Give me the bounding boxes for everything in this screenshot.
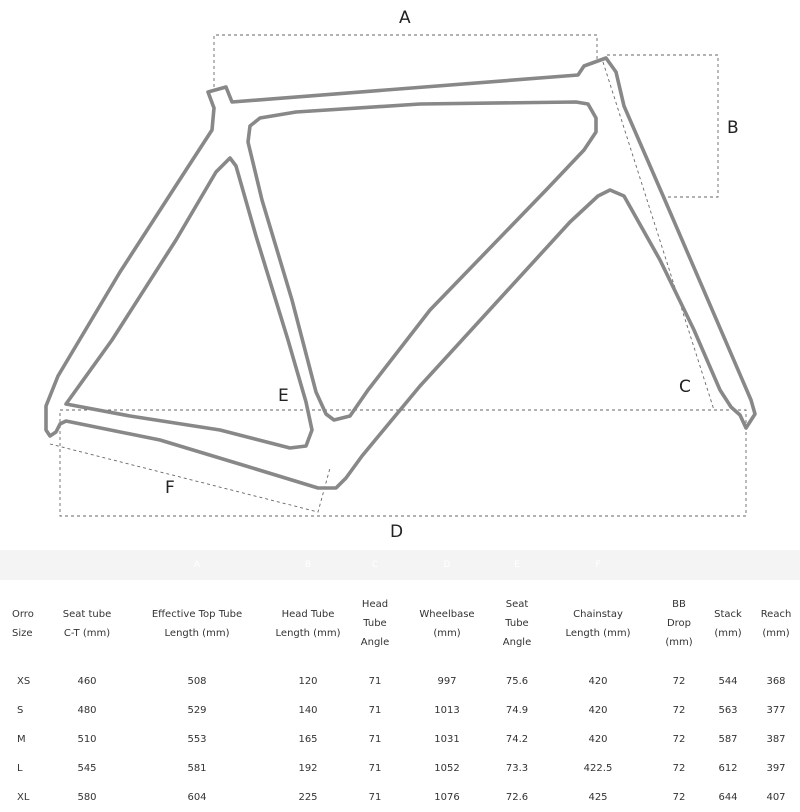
- size-cell: XS: [17, 676, 31, 687]
- front-triangle-inner: [248, 102, 596, 420]
- label-b: B: [727, 118, 739, 138]
- table-cell: 192: [298, 763, 318, 774]
- column-header-line: Tube: [363, 618, 387, 629]
- table-cell: 1031: [434, 734, 460, 745]
- column-header: [492, 580, 542, 667]
- label-a: A: [399, 8, 411, 28]
- dimension-letter-cell: B: [268, 550, 348, 580]
- table-cell: 508: [187, 676, 207, 687]
- column-header: [752, 580, 800, 667]
- table-cell: 397: [766, 763, 786, 774]
- bike-frame: [46, 58, 755, 488]
- dimension-labels: [165, 8, 739, 542]
- column-header-line: Reach: [760, 608, 792, 620]
- column-header-line: Orro: [12, 608, 34, 620]
- table-row: [0, 783, 800, 812]
- column-header-line: Effective Top Tube: [151, 608, 243, 620]
- table-cell: 71: [368, 792, 382, 803]
- dimension-letter-cell: A: [126, 550, 268, 580]
- table-cell: 120: [298, 676, 318, 687]
- table-cell: 563: [718, 705, 738, 716]
- table-cell: 1052: [434, 763, 460, 774]
- table-cell: 165: [298, 734, 318, 745]
- table-cell: 581: [187, 763, 207, 774]
- column-header-line: BB: [672, 599, 686, 610]
- dimension-letter-cell: E: [492, 550, 542, 580]
- column-header: [654, 580, 704, 667]
- column-header: [48, 580, 126, 667]
- column-header: [542, 580, 654, 667]
- dimension-letter-cell: C: [348, 550, 402, 580]
- table-cell: 422.5: [583, 763, 613, 774]
- table-cell: 1013: [434, 705, 460, 716]
- column-header-line: (mm): [433, 627, 461, 639]
- label-c: C: [679, 377, 691, 397]
- column-header-line: Seat: [505, 599, 529, 610]
- table-cell: 587: [718, 734, 738, 745]
- table-cell: 545: [77, 763, 97, 774]
- label-e: E: [278, 386, 289, 406]
- column-header-line: Length (mm): [565, 627, 631, 639]
- dimension-letter-cell: D: [402, 550, 492, 580]
- column-header: [0, 580, 48, 667]
- table-cell: 425: [588, 792, 608, 803]
- table-row: [0, 667, 800, 696]
- table-cell: 387: [766, 734, 786, 745]
- table-cell: 368: [766, 676, 786, 687]
- table-cell: 71: [368, 763, 382, 774]
- table-cell: 420: [588, 734, 608, 745]
- table-cell: 377: [766, 705, 786, 716]
- table-cell: 420: [588, 676, 608, 687]
- column-header-line: Length (mm): [164, 627, 230, 639]
- table-cell: 72: [672, 763, 686, 774]
- size-cell: XL: [17, 792, 30, 803]
- size-cell: L: [17, 763, 23, 774]
- dimension-c-line: [603, 62, 714, 410]
- table-cell: 72: [672, 705, 686, 716]
- column-header-line: Length (mm): [275, 627, 341, 639]
- geometry-table: [0, 550, 800, 812]
- column-header-line: Chainstay: [573, 608, 623, 620]
- table-row: [0, 696, 800, 725]
- column-header-line: (mm): [714, 627, 742, 639]
- dimension-letter-cell: [704, 550, 752, 580]
- table-cell: 225: [298, 792, 318, 803]
- dimension-letter-cell: [654, 550, 704, 580]
- table-cell: 71: [368, 676, 382, 687]
- table-body: [0, 667, 800, 812]
- table-cell: 644: [718, 792, 738, 803]
- column-header-line: (mm): [762, 627, 790, 639]
- table-cell: 553: [187, 734, 207, 745]
- label-d: D: [390, 522, 404, 542]
- table-cell: 72: [672, 676, 686, 687]
- table-cell: 544: [718, 676, 738, 687]
- table-cell: 460: [77, 676, 97, 687]
- column-header-line: Angle: [502, 637, 532, 648]
- table-cell: 72: [672, 734, 686, 745]
- table-cell: 72: [672, 792, 686, 803]
- column-header-line: C-T (mm): [63, 627, 111, 639]
- size-cell: M: [17, 734, 26, 745]
- table-cell: 71: [368, 705, 382, 716]
- dimension-d-line: [60, 410, 746, 516]
- dimension-letter-cell: [752, 550, 800, 580]
- column-header-line: Wheelbase: [419, 608, 475, 620]
- column-header-line: Size: [12, 627, 33, 639]
- label-f: F: [165, 478, 175, 498]
- column-header-line: Tube: [505, 618, 529, 629]
- column-header-line: Drop: [666, 618, 692, 629]
- column-header: [268, 580, 348, 667]
- table-cell: 612: [718, 763, 738, 774]
- column-header-line: Head Tube: [281, 608, 335, 620]
- column-header: [704, 580, 752, 667]
- table-cell: 420: [588, 705, 608, 716]
- table-cell: 71: [368, 734, 382, 745]
- size-cell: S: [17, 705, 24, 716]
- table-cell: 74.9: [505, 705, 529, 716]
- table-cell: 75.6: [505, 676, 529, 687]
- table-cell: 1076: [434, 792, 460, 803]
- frame-outer-outline: [46, 58, 755, 488]
- dimension-letter-cell: [48, 550, 126, 580]
- column-header-line: Angle: [360, 637, 390, 648]
- table-cell: 480: [77, 705, 97, 716]
- column-header: [126, 580, 268, 667]
- column-header-line: Stack: [714, 608, 742, 620]
- column-header-line: (mm): [665, 637, 693, 648]
- table-cell: 580: [77, 792, 97, 803]
- table-row: [0, 725, 800, 754]
- column-header-line: Head: [361, 599, 389, 610]
- column-header-line: Seat tube: [62, 608, 112, 620]
- table-cell: 72.6: [505, 792, 529, 803]
- dimension-letter-cell: [0, 550, 48, 580]
- table-cell: 604: [187, 792, 207, 803]
- table-cell: 140: [298, 705, 318, 716]
- column-header: [402, 580, 492, 667]
- table-cell: 529: [187, 705, 207, 716]
- table-row: [0, 754, 800, 783]
- dimension-letter-row: [0, 550, 800, 580]
- dimension-letter-cell: F: [542, 550, 654, 580]
- column-header: [348, 580, 402, 667]
- table-header-row: [0, 580, 800, 667]
- table-cell: 997: [437, 676, 457, 687]
- table-cell: 407: [766, 792, 786, 803]
- table-cell: 510: [77, 734, 97, 745]
- table-cell: 73.3: [505, 763, 529, 774]
- table-cell: 74.2: [505, 734, 529, 745]
